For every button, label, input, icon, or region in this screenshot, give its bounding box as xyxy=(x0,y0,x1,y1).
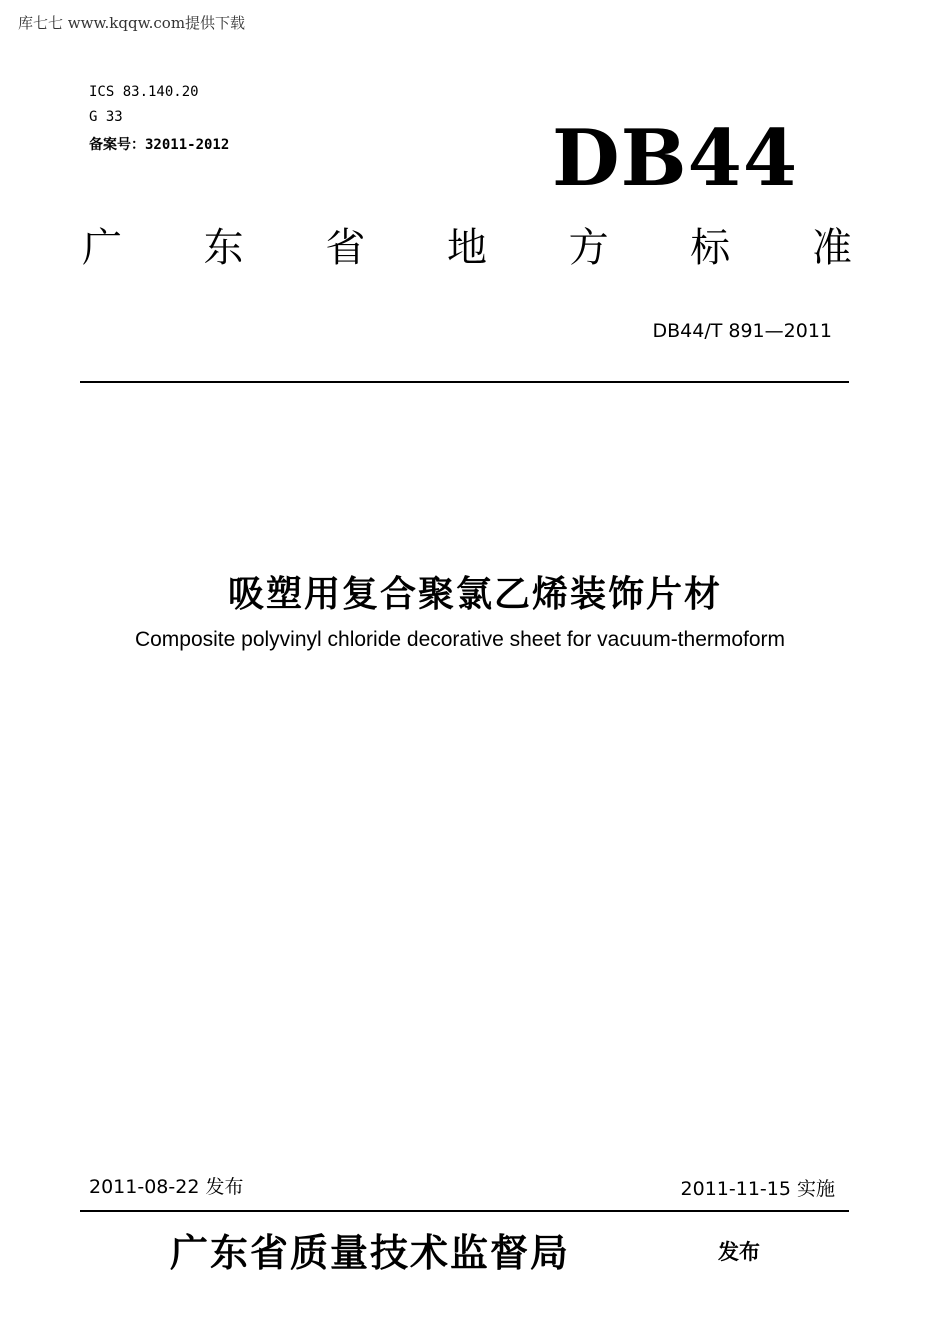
implement-date: 2011-11-15 实施 xyxy=(680,1178,835,1200)
bottom-divider xyxy=(80,1210,849,1212)
standard-number: DB44/T 891—2011 xyxy=(652,320,832,342)
document-title-cn: 吸塑用复合聚氯乙烯装饰片材 xyxy=(227,574,722,615)
standard-type-char: 地 xyxy=(446,225,487,271)
category-code: G 33 xyxy=(89,109,123,125)
standard-type-char: 广 xyxy=(82,225,122,271)
issue-date: 2011-08-22 发布 xyxy=(89,1176,244,1198)
ics-code: ICS 83.140.20 xyxy=(89,84,199,100)
document-title-en: Composite polyvinyl chloride decorative sheet for vacuum-thermoform xyxy=(134,628,786,651)
db44-logo: DB44 xyxy=(552,113,799,204)
standard-type-char: 准 xyxy=(811,225,852,271)
standard-type-char: 东 xyxy=(203,225,244,271)
top-divider xyxy=(80,381,849,383)
standard-type-char: 标 xyxy=(690,225,731,271)
standard-type-title xyxy=(82,225,852,271)
issue-label: 发布 xyxy=(718,1240,760,1264)
watermark-text: 库七七 www.kqqw.com提供下载 xyxy=(18,14,246,32)
record-number: 备案号：32011-2012 xyxy=(89,137,230,153)
standard-type-char: 方 xyxy=(568,225,609,271)
issuing-authority: 广东省质量技术监督局 xyxy=(170,1230,571,1275)
standard-type-char: 省 xyxy=(325,225,366,271)
